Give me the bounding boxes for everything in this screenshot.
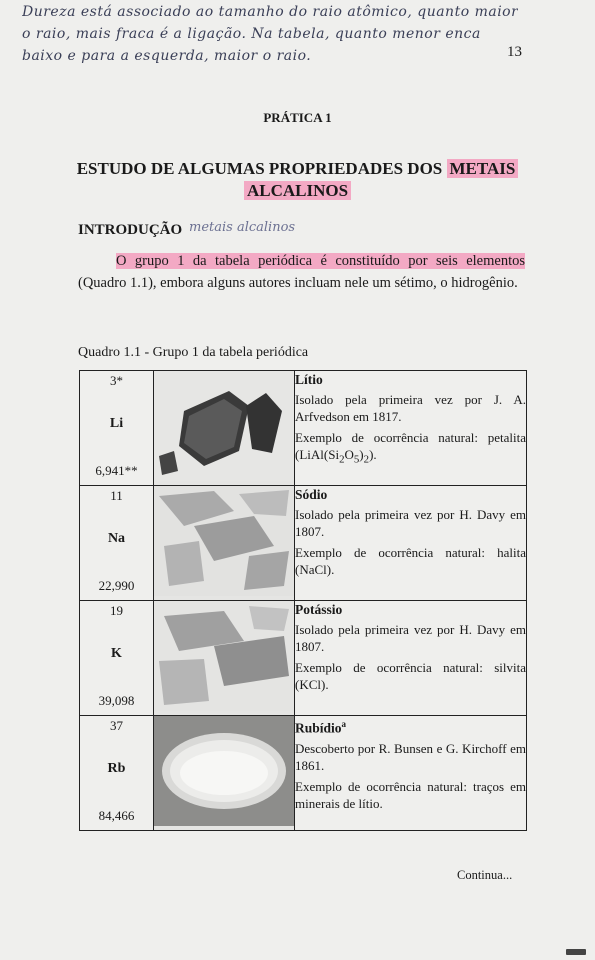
element-occurrence: Exemplo de ocorrência natural: silvita (KCl).: [295, 660, 526, 692]
element-symbol: Li: [109, 416, 124, 431]
element-cell: [80, 716, 154, 831]
element-info: [295, 716, 527, 831]
atomic-mass: 22,990: [98, 578, 135, 593]
atomic-number: 37: [110, 718, 123, 733]
atomic-mass: 84,466: [98, 808, 135, 823]
practice-heading: PRÁTICA 1: [263, 110, 332, 125]
lithium-sample-image: [154, 371, 294, 481]
table-row-lithium: [80, 371, 527, 486]
lithium-photo: [154, 371, 295, 486]
element-symbol: K: [111, 646, 122, 661]
rubidium-sample-image: [154, 716, 294, 826]
handwritten-note-line-2: o raio, mais fraca é a ligação. Na tabela, quanto menor enca: [22, 26, 481, 42]
atomic-mass: 6,941**: [95, 463, 138, 478]
footnote-marker: a: [341, 719, 347, 729]
handwritten-note-line-1: Dureza está associado ao tamanho do raio atômico, quanto maior: [22, 4, 519, 20]
table-row-sodium: [80, 486, 527, 601]
element-name: Potássio: [295, 602, 343, 617]
element-cell: [80, 486, 154, 601]
scanner-logo: [566, 949, 586, 955]
introduction-heading: INTRODUÇÃO: [78, 222, 183, 238]
sodium-sample-image: [154, 486, 294, 596]
introduction-handwritten-note: metais alcalinos: [189, 220, 296, 235]
group-1-table: [79, 370, 527, 831]
title-highlight-1: METAIS: [447, 159, 519, 178]
element-cell: [80, 371, 154, 486]
potassium-sample-image: [154, 601, 294, 711]
element-info: [295, 601, 527, 716]
element-symbol: Rb: [107, 761, 126, 776]
title-text: ESTUDO DE ALGUMAS PROPRIEDADES DOS: [76, 159, 443, 178]
atomic-number: 19: [110, 603, 123, 618]
potassium-photo: [154, 601, 295, 716]
element-discovery: Descoberto por R. Bunsen e G. Kirchoff em 1861.: [295, 740, 526, 773]
element-occurrence: Exemplo de ocorrência natural: halita (NaCl).: [295, 545, 526, 577]
element-discovery: Isolado pela primeira vez por J. A. Arfvedson em 1817.: [295, 392, 526, 424]
table-row-rubidium: [80, 716, 527, 831]
atomic-mass: 39,098: [98, 693, 135, 708]
introduction-paragraph: [78, 250, 525, 294]
occurrence-formula: petalita $(LiAl(Si_2O_5)_2)$.: [295, 430, 527, 466]
element-symbol: Na: [107, 531, 126, 546]
rubidium-photo: [154, 716, 295, 831]
section-title: [60, 158, 535, 202]
element-occurrence: Exemplo de ocorrência natural: traços em minerais de lítio.: [295, 778, 526, 811]
page-number: 13: [507, 44, 522, 60]
element-info: [295, 486, 527, 601]
element-discovery: Isolado pela primeira vez por H. Davy em 1807.: [295, 622, 526, 654]
element-name: Rubídio$^a$: [295, 719, 347, 736]
element-occurrence: Exemplo de ocorrência natural: petalita $(LiAl(Si_2O_5)_2)$.: [295, 430, 527, 466]
table-row-potassium: [80, 601, 527, 716]
paragraph-rest: (Quadro 1.1), embora alguns autores incluam nele um sétimo, o hidrogênio.: [78, 275, 518, 291]
element-discovery: Isolado pela primeira vez por H. Davy em 1807.: [295, 507, 526, 539]
handwritten-note-line-3: baixo e para a esquerda, maior o raio.: [22, 48, 312, 64]
atomic-number: 3*: [110, 373, 123, 388]
atomic-number: 11: [110, 488, 123, 503]
paragraph-highlight: O grupo 1 da tabela periódica é constituído por seis elementos: [116, 253, 525, 269]
continues-label: Continua...: [457, 868, 513, 882]
element-name: Sódio: [295, 487, 328, 502]
element-info: [295, 371, 527, 486]
element-name: Lítio: [295, 372, 323, 387]
element-cell: [80, 601, 154, 716]
table-caption: Quadro 1.1 - Grupo 1 da tabela periódica: [78, 345, 309, 360]
title-highlight-2: ALCALINOS: [244, 181, 351, 200]
sodium-photo: [154, 486, 295, 601]
